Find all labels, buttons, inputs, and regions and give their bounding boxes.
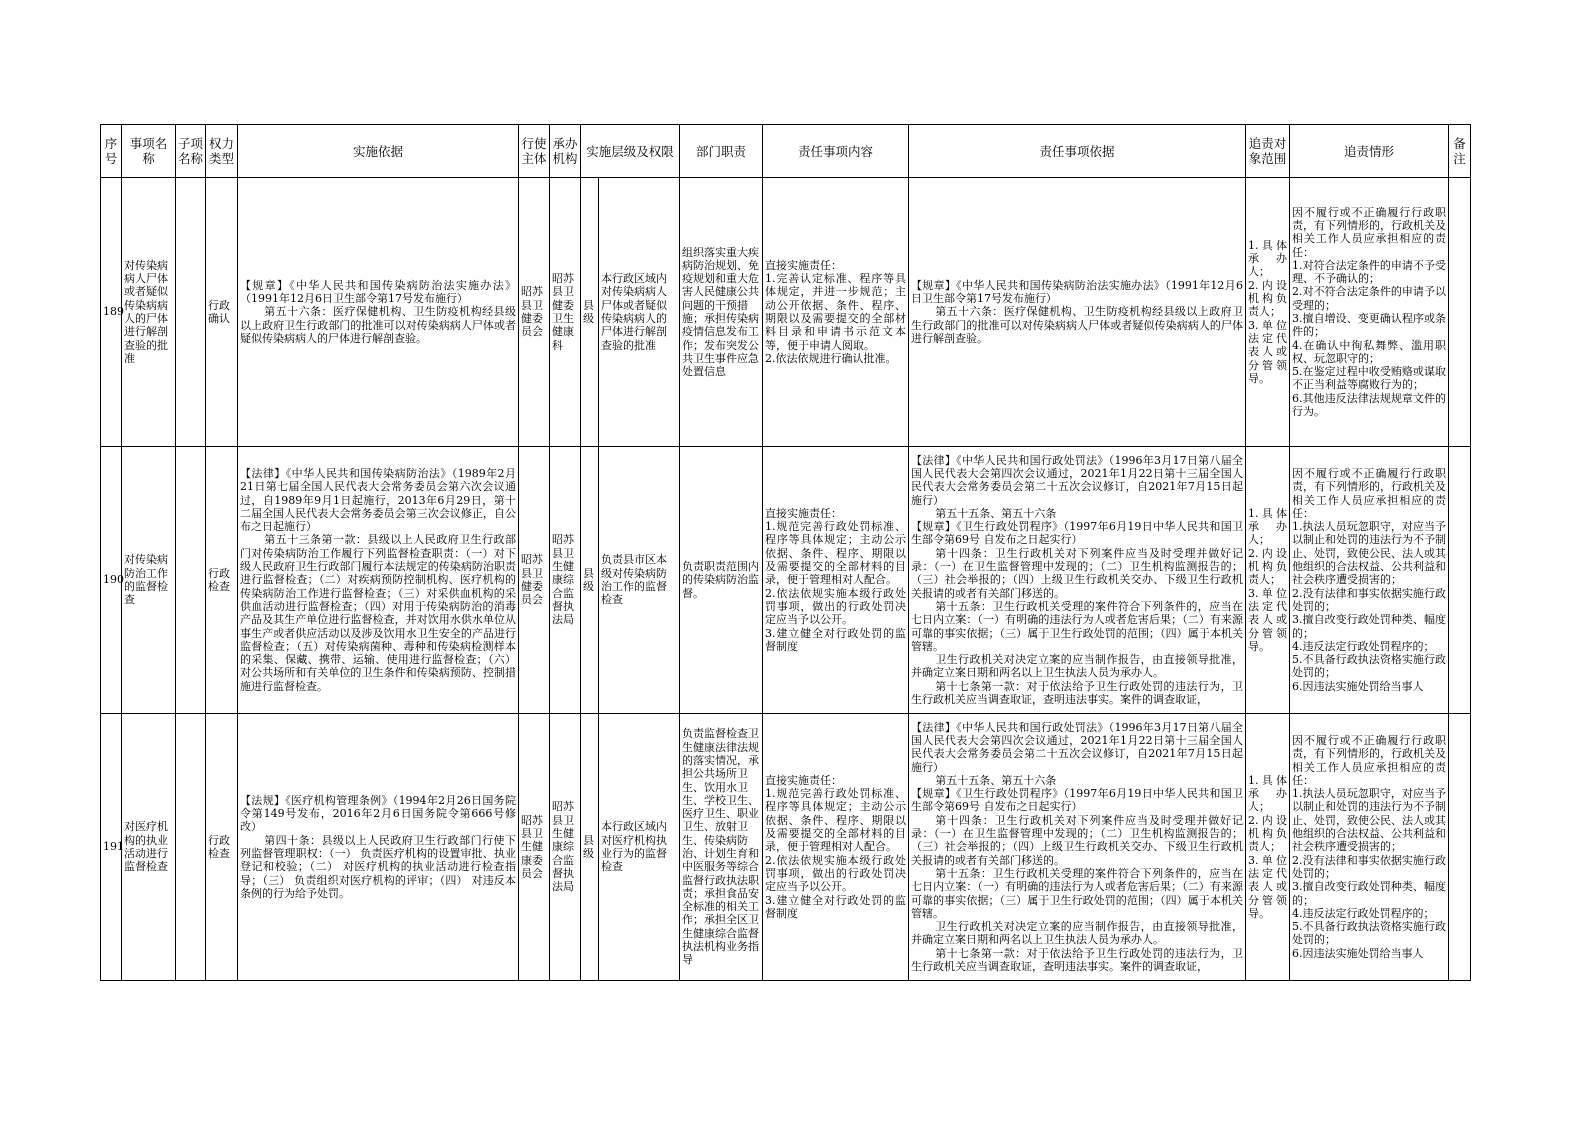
header-basis: 实施依据 [238,125,519,178]
row-situations-content [1292,734,1446,960]
row-basis-paragraph: 第四十条：县级以上人民政府卫生行政部门行使下列监督管理职权：（一） 负责医疗机构的设置审批、执业登记和校验；（二） 对医疗机构的执业活动进行检查指导；（三） 负责组织对医疗机构的评审；（四） 对违反本条例的行为给予处罚。 [240,833,516,900]
header-scope: 追责对象范围 [1246,125,1290,178]
row-basis-paragraph: 第五十三条第一款：县级以上人民政府卫生行政部门对传染病防治工作履行下列监督检查职责：（一）对下级人民政府卫生行政部门履行本法规定的传染病防治职责进行监督检查；（二）对疾病预防控制机构、医疗机构的传染病防治工作进行监督检查；（三）对采供血机构的采供血活动进行监督检查；（四）对用于传染病防治的消毒产品及其生产单位进行监督检查，并对饮用水供水单位从事生产或者供应活动以及涉及饮用水卫生安全的产品进行监督检查；（五）对传染病菌种、毒种和传染病检测样本的采集、保藏、携带、运输、使用进行监督检查；（六）对公共场所和有关单位的卫生条件和传染病预防、控制措施进行监督检查。 [240,533,516,693]
row-power-type: 行政检查 [206,447,238,714]
row-resp-content-paragraph: 2.依法依规进行确认批准。 [765,351,897,365]
row-situations-paragraph: 6.因违法实施处罚给当事人 [1292,946,1424,960]
row-seq: 189 [101,178,122,447]
row-situations-paragraph: 6.其他违反法律法规规章文件的行为。 [1292,391,1447,419]
row-situations-content [1292,206,1446,419]
row-basis [238,178,519,447]
row-resp-basis [909,447,1246,714]
row-resp-content-paragraph: 2.依法依规实施本级行政处罚事项，做出的行政处罚决定应当予以公开。 [765,853,907,894]
row-scope-paragraph: 3.单位法定代表人或分管领导。 [1248,318,1288,385]
row-level: 县级 [581,178,599,447]
row-remark [1449,178,1471,447]
row-scope [1246,714,1290,981]
row-sub-item [176,714,206,981]
row-resp-basis-paragraph: 【法律】《中华人民共和国行政处罚法》（1996年3月17日第八届全国人民代表大会第四次会议通过，2021年1月22日第十三届全国人民代表大会常务委员会第二十五次会议修订，自2021年7月15日起施行） [911,720,1244,774]
row-basis [238,714,519,981]
row-basis-content [240,279,516,345]
row-resp-basis-paragraph: 【规章】《卫生行政处罚程序》（1997年6月19日中华人民共和国卫生部令第69号 自发布之日起实行） [911,520,1244,547]
row-resp-content [763,447,909,714]
row-resp-basis-paragraph: 第五十五条、第五十六条 [935,773,1057,787]
row-power-type: 行政确认 [206,178,238,447]
header-seq: 序号 [101,125,122,178]
row-duty: 组织落实重大疾病防治规划、免疫规划和重大危害人民健康公共问题的干预措施；承担传染病疫情信息发布工作；发布突发公共卫生事件应急处置信息 [680,178,763,447]
row-basis-paragraph: 第五十六条：医疗保健机构、卫生防疫机构经县级以上政府卫生行政部门的批准可以对传染病病人尸体或者疑似传染病病人的尸体进行解剖查验。 [240,305,516,345]
row-scope-paragraph: 3.单位法定代表人或分管领导。 [1248,853,1288,920]
row-resp-basis [909,178,1246,447]
row-level-detail: 本行政区域内对传染病病人尸体或者疑似传染病病人的尸体进行解剖查验的批准 [599,178,680,447]
row-resp-content-paragraph: 直接实施责任： [765,506,843,520]
row-situations-paragraph: 因不履行或不正确履行行政职责，有下列情形的，行政机关及相关工作人员应承担相应的责任： [1292,733,1447,787]
row-resp-content [763,714,909,981]
row-resp-content-paragraph: 1.规范完善行政处罚标准、程序等具体规定；主动公示依据、条件、程序、期限以及需要提交的全部材料的目录，便于管理相对人配合。 [765,787,907,854]
row-situations-paragraph: 3.擅自改变行政处罚种类、幅度的； [1292,880,1447,907]
row-scope-paragraph: 2.内设机构负责人； [1248,546,1288,587]
row-scope-paragraph: 1.具体承办人； [1248,238,1288,279]
row-subject: 昭苏县卫生健康委员会 [519,714,550,981]
row-situations-paragraph: 5.不具备行政执法资格实施行政处罚的； [1292,920,1447,947]
row-resp-basis-paragraph: 第五十六条：医疗保健机构、卫生防疫机构经县级以上政府卫生行政部门的批准可以对传染病病人尸体或者疑似传染病病人的尸体进行解剖查验。 [911,305,1244,345]
header-situations: 追责情形 [1290,125,1449,178]
row-resp-basis-paragraph: 第十五条：卫生行政机关受理的案件符合下列条件的，应当在七日内立案：（一）有明确的违法行为人或者危害后果；（二）有来源可靠的事实依据；（三）属于卫生行政处罚的范围；（四）属于本机关管辖。 [911,599,1244,653]
header-row [101,125,1471,178]
header-resp-content: 责任事项内容 [763,125,909,178]
row-resp-content-content [765,507,906,653]
table-row [101,447,1471,714]
row-duty: 负责监督检查卫生健康法律法规的落实情况，承担公共场所卫生、饮用水卫生、学校卫生、医疗卫生、职业卫生、放射卫生、传染病防治、计划生育和中医服务等综合监督行政执法职责；承担食品安全标准的相关工作；承担全区卫生健康综合监督执法机构业务指导 [680,714,763,981]
row-resp-basis-paragraph: 第十七条第一款：对于依法给予卫生行政处罚的违法行为，卫生行政机关应当调查取证，查明违法事实。案件的调查取证， [911,946,1244,974]
row-resp-basis-content [911,279,1243,345]
row-situations-paragraph: 1.执法人员玩忽职守，对应当予以制止和处罚的违法行为不予制止、处罚，致使公民、法人或其他组织的合法权益、公共利益和社会秩序遭受损害的； [1292,520,1447,587]
row-resp-basis-content [911,454,1243,707]
row-resp-basis-paragraph: 【法律】《中华人民共和国行政处罚法》（1996年3月17日第八届全国人民代表大会第四次会议通过，2021年1月22日第十三届全国人民代表大会常务委员会第二十五次会议修订，自2021年7月15日起施行） [911,453,1244,507]
header-agency: 承办机构 [550,125,581,178]
table-row [101,714,1471,981]
row-resp-content-paragraph: 直接实施责任： [765,258,843,272]
row-scope [1246,447,1290,714]
row-remark [1449,447,1471,714]
row-situations-paragraph: 3.擅自增设、变更确认程序或条件的； [1292,312,1447,339]
header-duty: 部门职责 [680,125,763,178]
row-resp-basis-paragraph: 第十四条：卫生行政机关对下列案件应当及时受理并做好记录：（一）在卫生监督管理中发现的；（二）卫生机构监测报告的；（三）社会举报的；（四）上级卫生行政机关交办、下级卫生行政机关报请的或者有关部门移送的。 [911,546,1244,600]
row-resp-content [763,178,909,447]
row-resp-basis-paragraph: 卫生行政机关对决定立案的应当制作报告，由直接领导批准，并确定立案日期和两名以上卫生执法人员为承办人。 [911,653,1244,680]
row-situations-paragraph: 因不履行或不正确履行行政职责，有下列情形的，行政机关及相关工作人员应承担相应的责任： [1292,466,1447,520]
row-resp-basis-content [911,721,1243,974]
row-scope-paragraph: 2.内设机构负责人； [1248,278,1288,319]
row-item-name: 对医疗机构的执业活动进行监督检查 [122,714,176,981]
row-resp-basis-paragraph: 第五十五条、第五十六条 [935,506,1057,520]
row-situations-paragraph: 2.没有法律和事实依据实施行政处罚的； [1292,853,1447,880]
row-basis [238,447,519,714]
row-situations-paragraph: 2.对不符合法定条件的申请予以受理的； [1292,285,1447,312]
row-duty: 负责职责范围内的传染病防治监督。 [680,447,763,714]
row-agency: 昭苏县卫健委卫生健康科 [550,178,581,447]
row-basis-content [240,467,516,693]
row-resp-content-paragraph: 1.完善认定标准、程序等具体规定，并进一步规范；主动公开依据、条件、程序、期限以及需要提交的全部材料目录和申请书示范文本等，便于申请人阅取。 [765,272,907,352]
row-scope-paragraph: 2.内设机构负责人； [1248,813,1288,854]
row-situations-paragraph: 4.违反法定行政处罚程序的； [1292,906,1435,920]
row-level: 县级 [581,447,599,714]
row-scope [1246,178,1290,447]
row-situations-paragraph: 1.对符合法定条件的申请不予受理、不予确认的； [1292,258,1447,286]
row-scope-content [1248,239,1287,385]
row-situations-paragraph: 5.在鉴定过程中收受贿赂或谋取不正当利益等腐败行为的； [1292,365,1447,392]
header-sub-item: 子项名称 [176,125,206,178]
row-scope-content [1248,507,1287,653]
row-resp-basis [909,714,1246,981]
row-sub-item [176,447,206,714]
row-resp-content-content [765,774,906,920]
row-resp-content-paragraph: 1.规范完善行政处罚标准、程序等具体规定；主动公示依据、条件、程序、期限以及需要提交的全部材料的目录，便于管理相对人配合。 [765,520,907,587]
row-agency: 昭苏县卫生健康综合监督执法局 [550,714,581,981]
row-item-name: 对传染病防治工作的监督检查 [122,447,176,714]
row-level: 县级 [581,714,599,981]
row-situations [1290,447,1449,714]
row-sub-item [176,178,206,447]
header-remark: 备注 [1449,125,1471,178]
row-level-detail: 本行政区域内对医疗机构执业行为的监督检查 [599,714,680,981]
row-resp-content-paragraph: 2.依法依规实施本级行政处罚事项，做出的行政处罚决定应当予以公开。 [765,586,907,627]
row-basis-content [240,794,516,900]
row-resp-content-content [765,259,906,365]
row-subject: 昭苏县卫健委员会 [519,178,550,447]
row-scope-paragraph: 1.具体承办人； [1248,773,1288,814]
row-power-type: 行政检查 [206,714,238,981]
row-situations-content [1292,467,1446,693]
power-list-table [100,124,1471,981]
row-situations [1290,714,1449,981]
row-subject: 昭苏县卫健委员会 [519,447,550,714]
row-situations-paragraph: 6.因违法实施处罚给当事人 [1292,679,1424,693]
row-remark [1449,714,1471,981]
row-scope-paragraph: 3.单位法定代表人或分管领导。 [1248,586,1288,653]
row-resp-content-paragraph: 3.建立健全对行政处罚的监督制度 [765,893,907,920]
row-basis-paragraph: 【法规】《医疗机构管理条例》（1994年2月26日国务院令第149号发布，2016年2月6日国务院令第666号修改） [240,793,516,834]
row-seq: 190 [101,447,122,714]
header-subject: 行使主体 [519,125,550,178]
row-resp-basis-paragraph: 第十四条：卫生行政机关对下列案件应当及时受理并做好记录：（一）在卫生监督管理中发现的；（二）卫生机构监测报告的；（三）社会举报的；（四）上级卫生行政机关交办、下级卫生行政机关报请的或者有关部门移送的。 [911,813,1244,867]
row-resp-content-paragraph: 直接实施责任： [765,773,843,787]
row-resp-basis-paragraph: 第十七条第一款：对于依法给予卫生行政处罚的违法行为，卫生行政机关应当调查取证，查明违法事实。案件的调查取证， [911,679,1244,707]
header-level: 实施层级及权限 [581,125,680,178]
row-resp-content-paragraph: 3.建立健全对行政处罚的监督制度 [765,626,907,653]
row-resp-basis-paragraph: 卫生行政机关对决定立案的应当制作报告，由直接领导批准，并确定立案日期和两名以上卫生执法人员为承办人。 [911,920,1244,947]
row-situations [1290,178,1449,447]
row-level-detail: 负责县市区本级对传染病防治工作的监督检查 [599,447,680,714]
row-resp-basis-paragraph: 【规章】《中华人民共和国传染病防治法实施办法》（1991年12月6日卫生部令第17号发布施行） [911,278,1244,306]
row-basis-paragraph: 【规章】《中华人民共和国传染病防治法实施办法》（1991年12月6日卫生部令第17号发布施行） [240,278,516,306]
row-agency: 昭苏县卫生健康综合监督执法局 [550,447,581,714]
row-situations-paragraph: 3.擅自改变行政处罚种类、幅度的； [1292,613,1447,640]
row-scope-content [1248,774,1287,920]
row-basis-paragraph: 【法律】《中华人民共和国传染病防治法》（1989年2月21日第七届全国人民代表大会常务委员会第六次会议通过，自1989年9月1日起施行，2013年6月29日，第十二届全国人民代表大会常务委员会第三次会议修正，自公布之日起施行） [240,466,516,534]
row-situations-paragraph: 因不履行或不正确履行行政职责，有下列情形的，行政机关及相关工作人员应承担相应的责任： [1292,205,1447,259]
row-situations-paragraph: 5.不具备行政执法资格实施行政处罚的； [1292,653,1447,680]
header-item-name: 事项名称 [122,125,176,178]
table-row [101,178,1471,447]
header-resp-basis: 责任事项依据 [909,125,1246,178]
row-situations-paragraph: 4.在确认中徇私舞弊、滥用职权、玩忽职守的； [1292,338,1447,365]
row-scope-paragraph: 1.具体承办人； [1248,506,1288,547]
row-resp-basis-paragraph: 第十五条：卫生行政机关受理的案件符合下列条件的，应当在七日内立案：（一）有明确的违法行为人或者危害后果；（二）有来源可靠的事实依据；（三）属于卫生行政处罚的范围；（四）属于本机关管辖。 [911,866,1244,920]
row-situations-paragraph: 2.没有法律和事实依据实施行政处罚的； [1292,586,1447,613]
header-power-type: 权力类型 [206,125,238,178]
row-resp-basis-paragraph: 【规章】《卫生行政处罚程序》（1997年6月19日中华人民共和国卫生部令第69号 自发布之日起实行） [911,787,1244,814]
row-item-name: 对传染病病人尸体或者疑似传染病病人的尸体进行解剖查验的批准 [122,178,176,447]
row-situations-paragraph: 1.执法人员玩忽职守，对应当予以制止和处罚的违法行为不予制止、处罚，致使公民、法人或其他组织的合法权益、公共利益和社会秩序遭受损害的； [1292,787,1447,854]
row-situations-paragraph: 4.违反法定行政处罚程序的； [1292,639,1435,653]
row-seq: 191 [101,714,122,981]
